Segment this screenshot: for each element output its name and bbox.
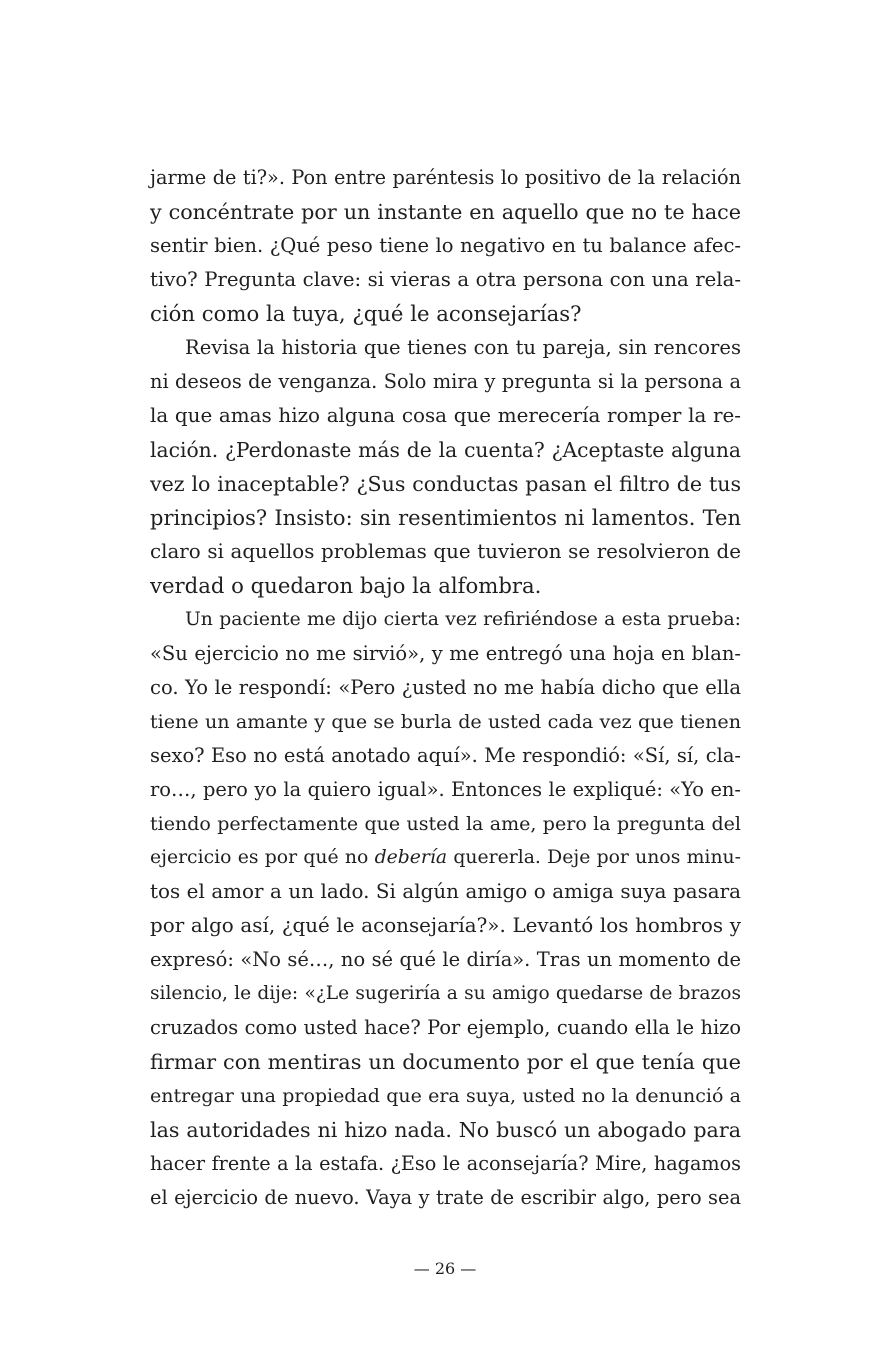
text-line: Revisa la historia que tienes con tu pareja, sin rencores [185, 336, 741, 359]
text-line: cruzados como usted hace? Por ejemplo, cuando ella le hizo [150, 1016, 741, 1039]
text-line: principios? Insisto: sin resentimientos ni lamentos. Ten [150, 505, 741, 530]
text-segment: ejercicio es por qué no [150, 847, 375, 868]
text-line: tos el amor a un lado. Si algún amigo o amiga suya pasara [150, 880, 741, 903]
text-line: jarme de ti?». Pon entre paréntesis lo positivo de la relación [150, 166, 741, 189]
text-line: por algo así, ¿qué le aconsejaría?». Levantó los hombros y [150, 914, 741, 937]
text-line: tiendo perfectamente que usted la ame, pero la pregunta del [150, 813, 741, 835]
text-line: silencio, le dije: «¿Le sugeriría a su amigo quedarse de brazos [150, 983, 741, 1004]
page-number: — 26 — [413, 1259, 477, 1278]
text-line: las autoridades ni hizo nada. No buscó un abogado para [150, 1118, 741, 1142]
text-line: expresó: «No sé…, no sé qué le diría». Tras un momento de [150, 948, 741, 971]
text-line: la que amas hizo alguna cosa que merecería romper la re- [150, 404, 741, 427]
text-line: tivo? Pregunta clave: si vieras a otra persona con una rela- [150, 268, 741, 291]
text-line: firmar con mentiras un documento por el que tenía que [150, 1050, 741, 1074]
text-line: Un paciente me dijo cierta vez refiriéndose a esta prueba: [185, 609, 741, 630]
text-line [150, 841, 741, 875]
text-line: sentir bien. ¿Qué peso tiene lo negativo en tu balance afec- [150, 234, 741, 257]
text-line: «Su ejercicio no me sirvió», y me entregó una hoja en blan- [150, 642, 741, 665]
text-line: el ejercicio de nuevo. Vaya y trate de escribir algo, pero sea [150, 1186, 741, 1209]
text-line: sexo? Eso no está anotado aquí». Me respondió: «Sí, sí, cla- [150, 744, 741, 767]
text-line: y concéntrate por un instante en aquello que no te hace [150, 200, 741, 224]
text-line: vez lo inaceptable? ¿Sus conductas pasan el filtro de tus [150, 472, 741, 496]
italic-word: debería [374, 847, 448, 868]
text-line: tiene un amante y que se burla de usted cada vez que tienen [150, 710, 741, 733]
text-line: co. Yo le respondí: «Pero ¿usted no me había dicho que ella [150, 676, 741, 699]
text-line: ni deseos de venganza. Solo mira y pregunta si la persona a [150, 370, 741, 393]
text-line: lación. ¿Perdonaste más de la cuenta? ¿Aceptaste alguna [150, 438, 741, 462]
text-line: verdad o quedaron bajo la alfombra. [150, 573, 542, 598]
text-line: claro si aquellos problemas que tuvieron se resolvieron de [150, 540, 741, 563]
text-line: entregar una propiedad que era suya, usted no la denunció a [150, 1085, 741, 1107]
text-segment: quererla. Deje por unos minu- [447, 847, 742, 868]
text-line: ro…, pero yo la quiero igual». Entonces le expliqué: «Yo en- [150, 778, 741, 801]
text-line: ción como la tuya, ¿qué le aconsejarías? [150, 301, 582, 326]
text-line: hacer frente a la estafa. ¿Eso le aconsejaría? Mire, hagamos [150, 1152, 741, 1175]
body-text [150, 161, 741, 1215]
